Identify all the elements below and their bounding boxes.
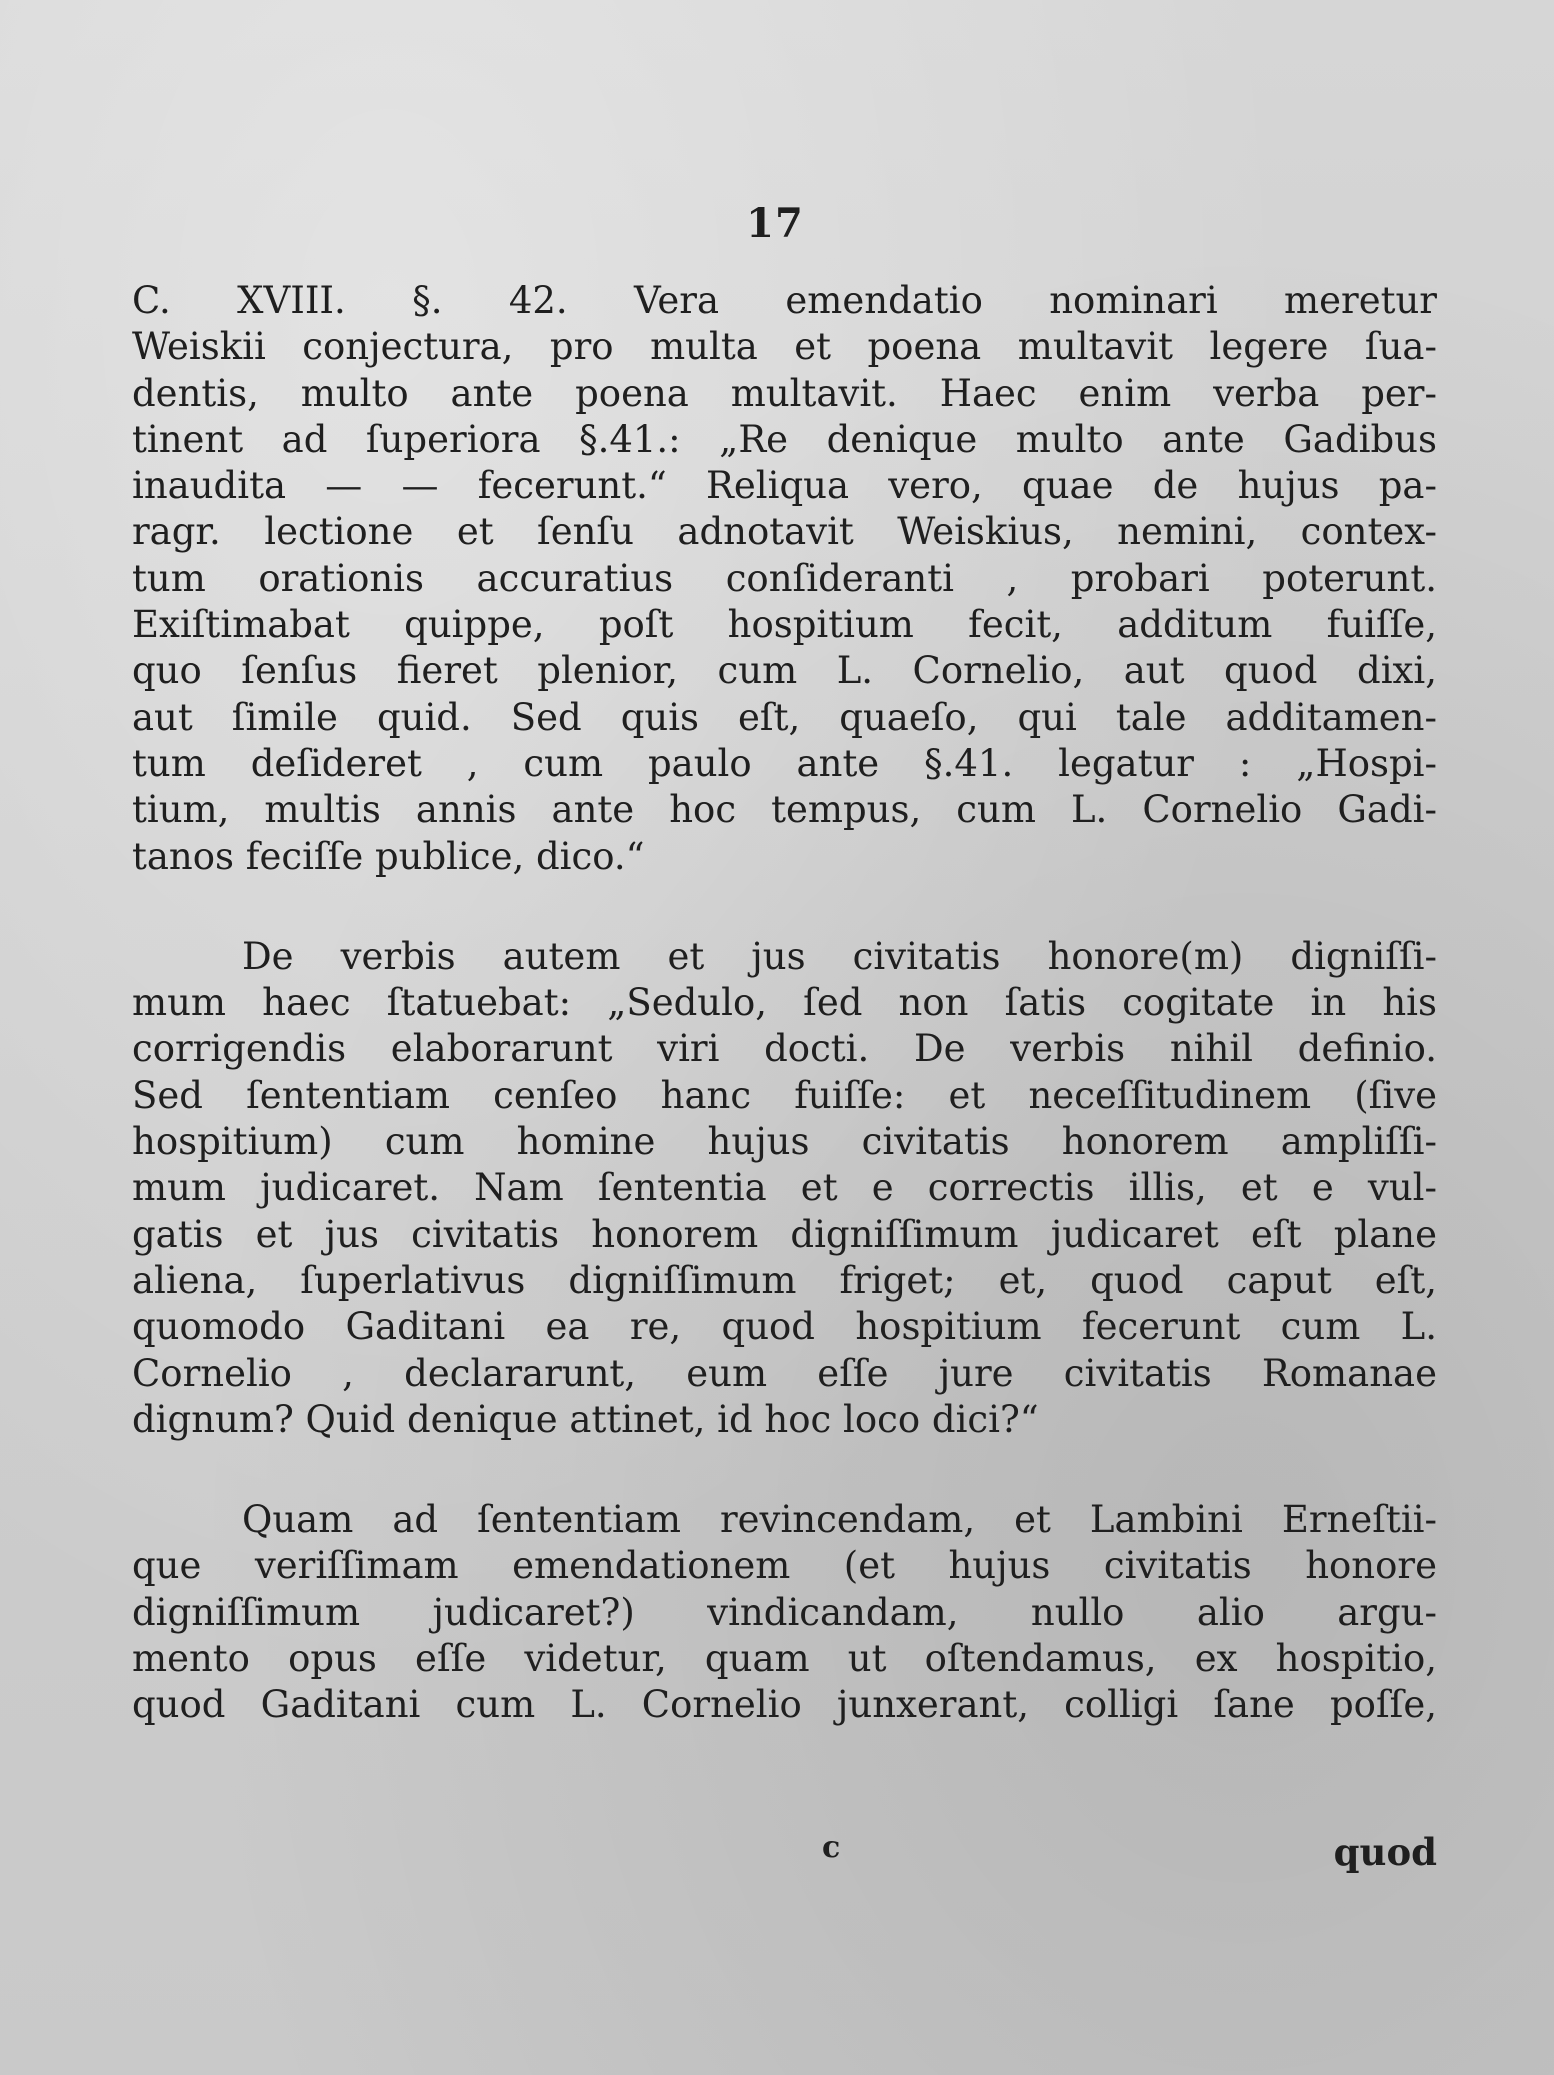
text-body [132, 278, 1437, 1729]
signature-mark: c [822, 1830, 841, 1865]
text-line: mum judicaret. Nam ſententia et e correctis illis, et e vul- [132, 1166, 1437, 1210]
text-line: quomodo Gaditani ea re, quod hospitium fecerunt cum L. [132, 1305, 1437, 1349]
text-line: aliena, ſuperlativus digniſſimum friget; et, quod caput eſt, [132, 1258, 1437, 1302]
text-line: Quam ad ſententiam revincendam, et Lambini Erneſtii- [242, 1498, 1437, 1542]
text-line: tum orationis accuratius conſideranti , probari poterunt. [132, 556, 1437, 600]
text-line: ragr. lectione et ſenſu adnotavit Weiskius, nemini, contex- [132, 510, 1437, 554]
text-line: aut ſimile quid. Sed quis eſt, quaeſo, qui tale additamen- [132, 695, 1437, 739]
text-line: quo ſenſus fieret plenior, cum L. Cornelio, aut quod dixi, [132, 649, 1437, 693]
text-line: C. XVIII. §. 42. Vera emendatio nominari meretur [132, 279, 1437, 322]
paragraph-1 [132, 278, 1437, 880]
text-line: corrigendis elaborarunt viri docti. De verbis nihil definio. [132, 1027, 1437, 1071]
text-line: tinent ad ſuperiora §.41.: „Re denique multo ante Gadibus [132, 417, 1437, 461]
page-number: 17 [746, 200, 804, 247]
text-line: Sed ſententiam cenſeo hanc fuiſſe: et neceſſitudinem (ſive [132, 1073, 1437, 1117]
text-line: mento opus eſſe videtur, quam ut oſtendamus, ex hospitio, [132, 1637, 1437, 1681]
text-line: Cornelio , declararunt, eum eſſe jure civitatis Romanae [132, 1351, 1437, 1395]
paragraph-3 [132, 1497, 1437, 1728]
text-line: quod Gaditani cum L. Cornelio junxerant, colligi ſane poſſe, [132, 1683, 1437, 1727]
catchword: quod [1333, 1830, 1437, 1874]
text-line: tanos feciſſe publice, dico.“ [132, 834, 645, 878]
text-line: hospitium) cum homine hujus civitatis honorem ampliſſi- [132, 1120, 1437, 1164]
text-line: tium, multis annis ante hoc tempus, cum L. Cornelio Gadi- [132, 788, 1437, 832]
text-line: Exiſtimabat quippe, poſt hospitium fecit, additum fuiſſe, [132, 603, 1437, 647]
text-line: dignum? Quid denique attinet, id hoc loco dici?“ [132, 1397, 1039, 1441]
text-line: mum haec ſtatuebat: „Sedulo, ſed non ſatis cogitate in his [132, 981, 1437, 1025]
text-line: gatis et jus civitatis honorem digniſſimum judicaret eſt plane [132, 1212, 1437, 1256]
text-line: inaudita — — fecerunt.“ Reliqua vero, quae de hujus pa- [132, 464, 1437, 508]
page-footer [132, 1830, 1437, 1878]
text-line: De verbis autem et jus civitatis honore(m) digniſſi- [242, 934, 1437, 978]
paragraph-2 [132, 934, 1437, 1443]
text-line: que veriſſimam emendationem (et hujus civitatis honore [132, 1544, 1437, 1588]
text-line: digniſſimum judicaret?) vindicandam, nullo alio argu- [132, 1590, 1437, 1634]
text-line: dentis, multo ante poena multavit. Haec enim verba per- [132, 371, 1437, 415]
text-line: tum deſideret , cum paulo ante §.41. legatur : „Hospi- [132, 741, 1437, 785]
text-line: Weiskii conjectura, pro multa et poena multavit legere ſua- [132, 325, 1437, 369]
